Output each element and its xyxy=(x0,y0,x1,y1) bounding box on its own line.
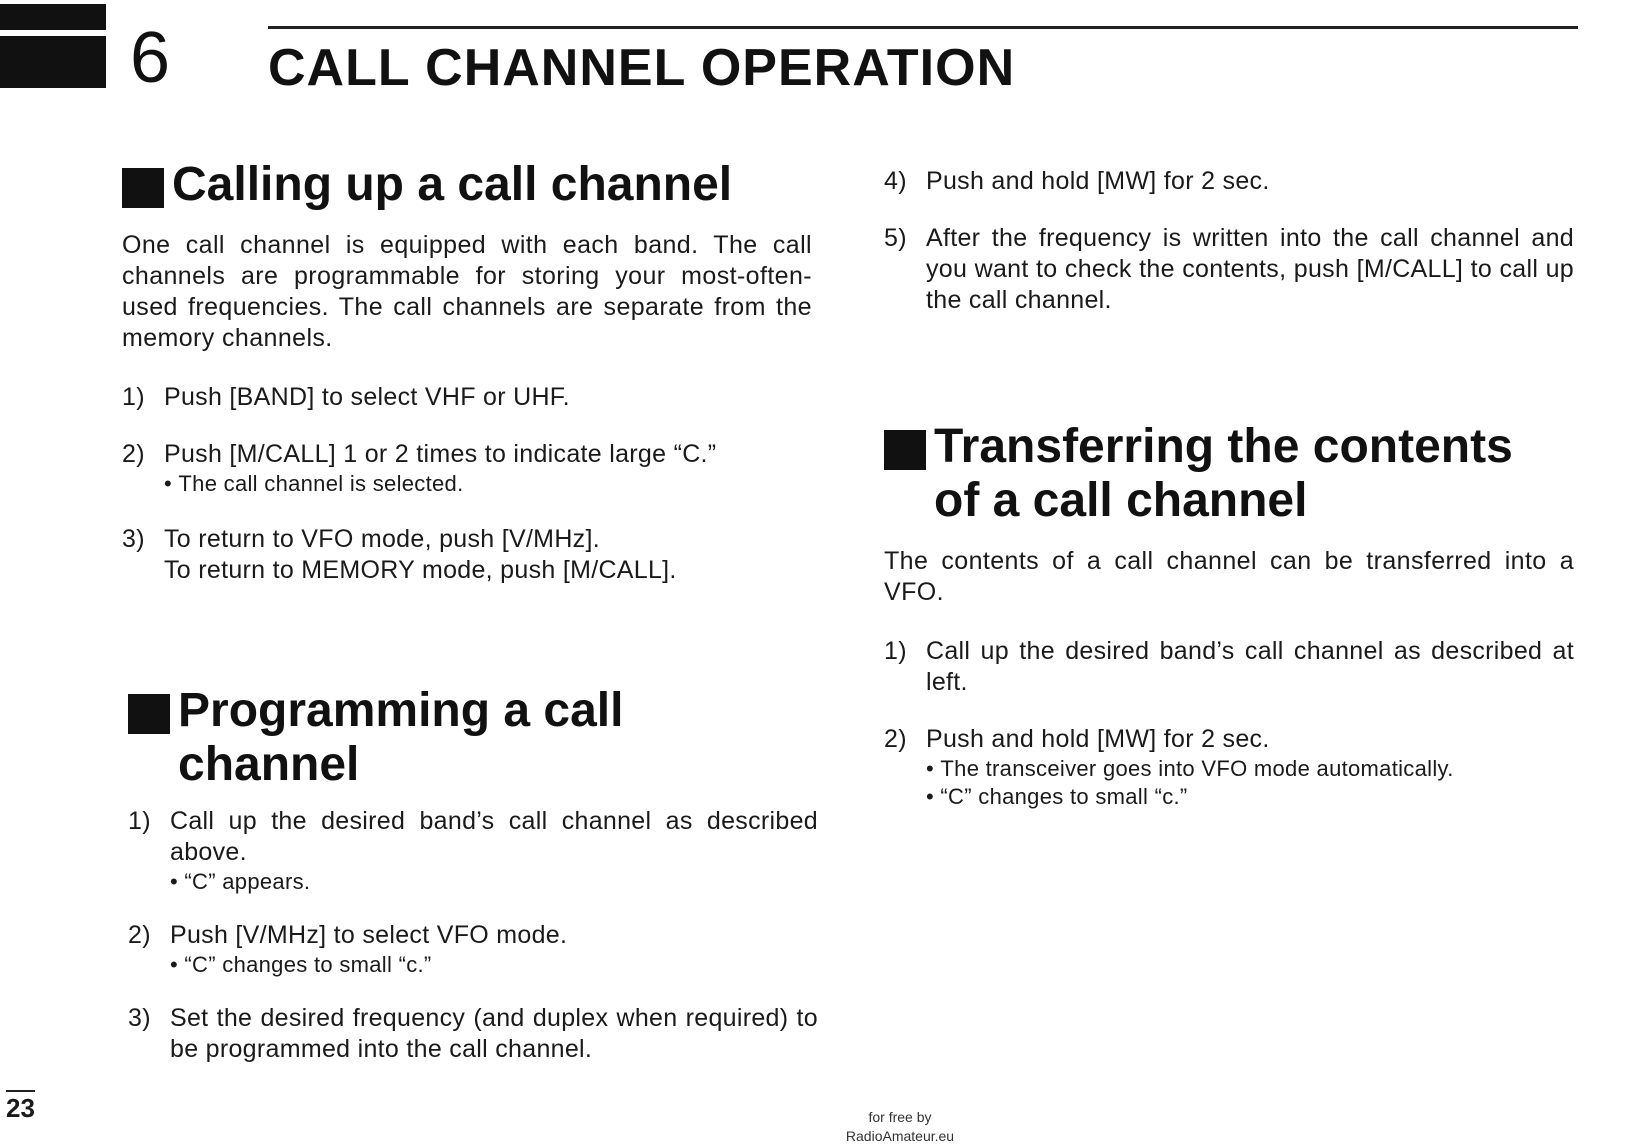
step-item xyxy=(122,524,812,586)
chapter-tab-bar-bottom xyxy=(0,36,106,88)
intro-paragraph: The contents of a call channel can be transferred into a VFO. xyxy=(884,547,1574,606)
page-number: 23 xyxy=(6,1090,35,1122)
step-number: 3) xyxy=(128,1004,151,1032)
step-item xyxy=(884,166,1574,197)
section-calling-up xyxy=(122,158,812,586)
watermark-line2: RadioAmateur.eu xyxy=(845,1128,955,1144)
chapter-tab-bar-top xyxy=(0,4,106,30)
step-number: 1) xyxy=(122,383,145,411)
step-number: 4) xyxy=(884,167,907,195)
step-item xyxy=(122,439,812,498)
step-note: • The call channel is selected. xyxy=(164,470,812,498)
header-rule xyxy=(268,26,1578,29)
section-programming xyxy=(128,684,818,1065)
step-number: 5) xyxy=(884,224,907,252)
step-note: • “C” changes to small “c.” xyxy=(170,951,818,979)
heading-text: Calling up a call channel xyxy=(172,158,733,211)
section-transferring xyxy=(884,420,1574,811)
step-item xyxy=(122,382,812,413)
step-text: Push [M/CALL] 1 or 2 times to indicate large “C.” xyxy=(164,440,717,468)
section-heading-calling-up xyxy=(122,158,812,212)
step-note: • “C” changes to small “c.” xyxy=(926,783,1574,811)
programming-steps-continued xyxy=(884,166,1574,316)
heading-text-line2: channel xyxy=(178,738,360,791)
step-note: • The transceiver goes into VFO mode automatically. xyxy=(926,755,1574,783)
heading-text-line2: of a call channel xyxy=(934,474,1308,527)
watermark-line1: for free by xyxy=(868,1109,932,1125)
step-item xyxy=(128,806,818,896)
chapter-number: 6 xyxy=(130,18,171,98)
step-note: • “C” appears. xyxy=(170,868,818,896)
step-item xyxy=(884,724,1574,811)
step-number: 1) xyxy=(128,807,151,835)
step-item xyxy=(884,636,1574,698)
heading-text-line1: Transferring the contents xyxy=(934,420,1513,473)
step-text: Push [BAND] to select VHF or UHF. xyxy=(164,383,570,411)
heading-square-icon xyxy=(884,430,926,470)
section-heading-transferring xyxy=(884,420,1574,528)
step-text-continued: To return to MEMORY mode, push [M/CALL]. xyxy=(164,556,677,584)
heading-square-icon xyxy=(128,694,170,734)
step-text: Push [V/MHz] to select VFO mode. xyxy=(170,921,568,949)
step-number: 3) xyxy=(122,525,145,553)
step-number: 2) xyxy=(122,440,145,468)
step-number: 2) xyxy=(128,921,151,949)
heading-square-icon xyxy=(122,168,164,208)
step-number: 1) xyxy=(884,637,907,665)
step-text: Set the desired frequency (and duplex when required) to be programmed into the call channel. xyxy=(170,1004,818,1063)
section-heading-programming xyxy=(128,684,818,792)
step-item xyxy=(128,920,818,979)
step-item xyxy=(884,223,1574,316)
step-number: 2) xyxy=(884,725,907,753)
step-text: Push and hold [MW] for 2 sec. xyxy=(926,725,1270,753)
step-text: After the frequency is written into the call channel and you want to check the contents, push [M/CALL] to call up the call channel. xyxy=(926,224,1574,314)
chapter-title: CALL CHANNEL OPERATION xyxy=(268,39,1016,97)
watermark xyxy=(820,1108,980,1146)
step-text: To return to VFO mode, push [V/MHz]. xyxy=(164,525,600,553)
step-text: Call up the desired band’s call channel as described at left. xyxy=(926,637,1574,696)
step-item xyxy=(128,1003,818,1065)
intro-paragraph: One call channel is equipped with each band. The call channels are programmable for storing your most-often-used frequencies. The call channels are separate from the memory channels. xyxy=(122,231,812,352)
step-text: Push and hold [MW] for 2 sec. xyxy=(926,167,1270,195)
step-text: Call up the desired band’s call channel as described above. xyxy=(170,807,818,866)
heading-text-line1: Programming a call xyxy=(178,684,624,737)
